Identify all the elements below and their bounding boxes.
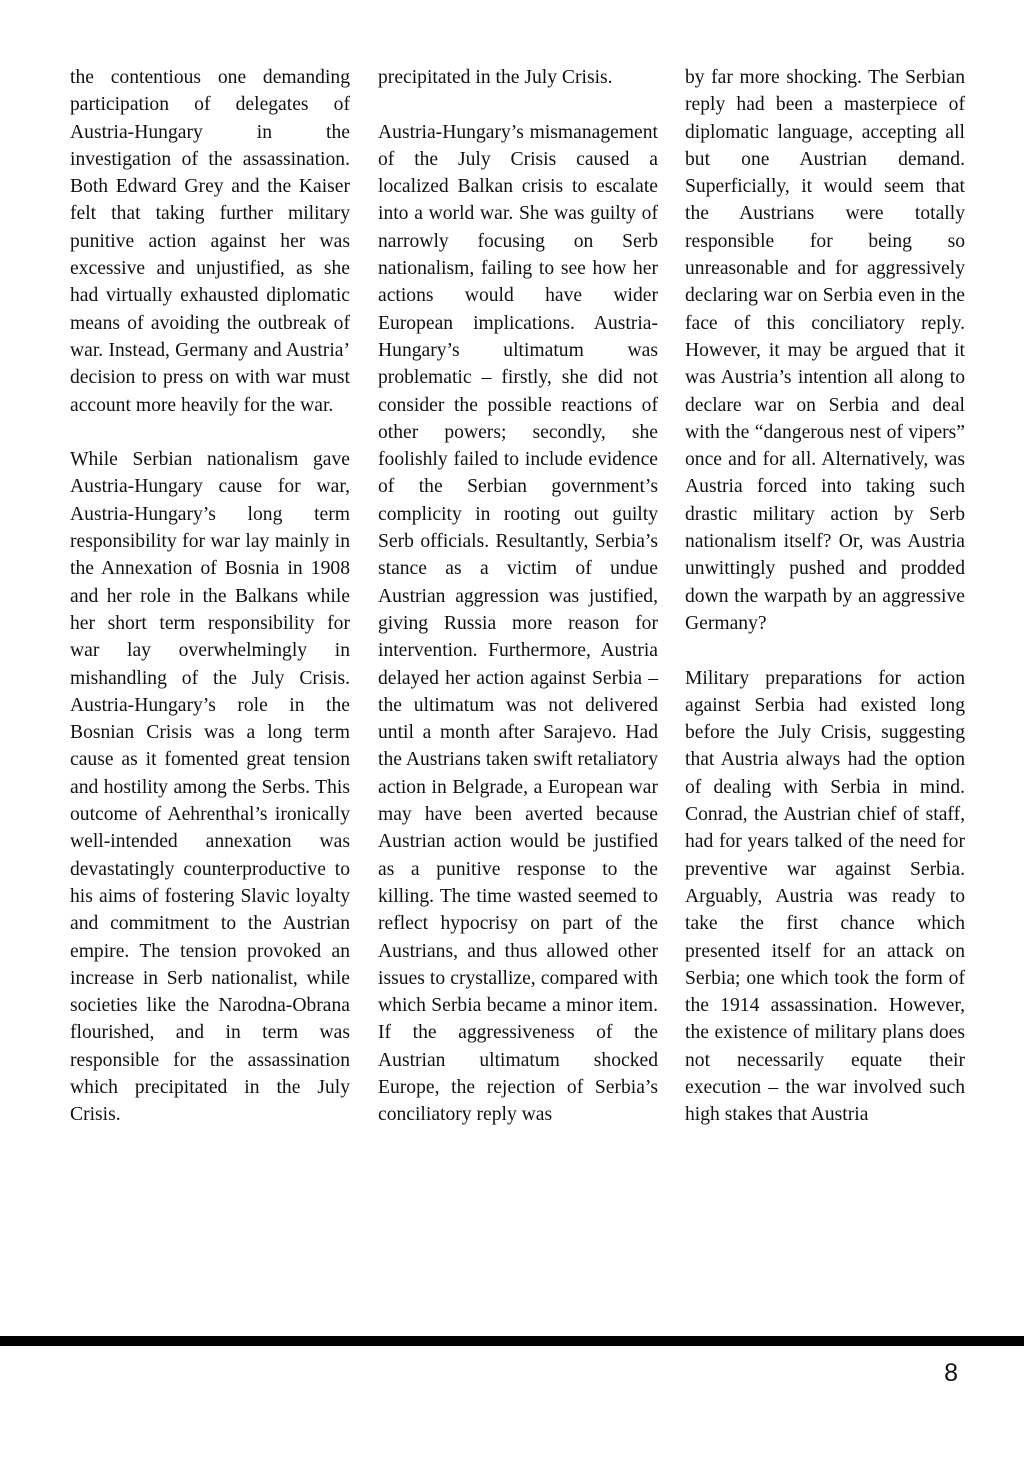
text-column-3 — [685, 64, 965, 1129]
paragraph: by far more shocking. The Serbian reply had been a masterpiece of diplomatic language, accepting all but one Austrian demand. Superficially, it would seem that the Austrians were totally responsible for being so unreasonable and for aggressively declaring war on Serbia even in the face of this conciliatory reply. However, it may be argued that it was Austria’s intention all along to declare war on Serbia and deal with the “dangerous nest of vipers” once and for all. Alternatively, was Austria forced into taking such drastic military action by Serb nationalism itself? Or, was Austria unwittingly pushed and prodded down the warpath by an aggressive Germany? — [685, 67, 965, 634]
page-number: 8 — [944, 1359, 958, 1387]
text-column-1 — [70, 64, 350, 1129]
text-column-2 — [378, 64, 658, 1129]
paragraph: While Serbian nationalism gave Austria-Hungary cause for war, Austria-Hungary’s long term responsibility for war lay mainly in the Annexation of Bosnia in 1908 and her role in the Balkans while her short term responsibility for war lay overwhelmingly in mishandling of the July Crisis. Austria-Hungary’s role in the Bosnian Crisis was a long term cause as it fomented great tension and hostility among the Serbs. This outcome of Aehrenthal’s ironically well-intended annexation was devastatingly counterproductive to his aims of fostering Slavic loyalty and commitment to the Austrian empire. The tension provoked an increase in Serb nationalist, while societies like the Narodna-Obrana flourished, and in term was responsible for the assassination which precipitated in the July Crisis. — [70, 449, 350, 1126]
paragraph: the contentious one demanding participation of delegates of Austria-Hungary in the investigation of the assassination. Both Edward Grey and the Kaiser felt that taking further military punitive action against her was excessive and unjustified, as she had virtually exhausted diplomatic means of avoiding the outbreak of war. Instead, Germany and Austria’ decision to press on with war must account more heavily for the war. — [70, 67, 350, 416]
paragraph: precipitated in the July Crisis. — [378, 67, 613, 88]
paragraph: Military preparations for action against Serbia had existed long before the July Crisis, suggesting that Austria always had the option of dealing with Serbia in mind. Conrad, the Austrian chief of staff, had for years talked of the need for preventive war against Serbia. Arguably, Austria was ready to take the first chance which presented itself for an attack on Serbia; one which took the form of the 1914 assassination. However, the existence of military plans does not necessarily equate their execution – the war involved such high stakes that Austria — [685, 667, 965, 1126]
paragraph: Austria-Hungary’s mismanagement of the July Crisis caused a localized Balkan crisis to escalate into a world war. She was guilty of narrowly focusing on Serb nationalism, failing to see how her actions would have wider European implications. Austria-Hungary’s ultimatum was problematic – firstly, she did not consider the possible reactions of other powers; secondly, she foolishly failed to include evidence of the Serbian government’s complicity in rooting out guilty Serb officials. Resultantly, Serbia’s stance as a victim of undue Austrian aggression was justified, giving Russia more reason for intervention. Furthermore, Austria delayed her action against Serbia – the ultimatum was not delivered until a month after Sarajevo. Had the Austrians taken swift retaliatory action in Belgrade, a European war may have been averted because Austrian action would be justified as a punitive response to the killing. The time wasted seemed to reflect hypocrisy on part of the Austrians, and thus allowed other issues to crystallize, compared with which Serbia became a minor item. If the aggressiveness of the Austrian ultimatum shocked Europe, the rejection of Serbia’s conciliatory reply was — [378, 121, 658, 1126]
footer-divider — [0, 1336, 1024, 1346]
